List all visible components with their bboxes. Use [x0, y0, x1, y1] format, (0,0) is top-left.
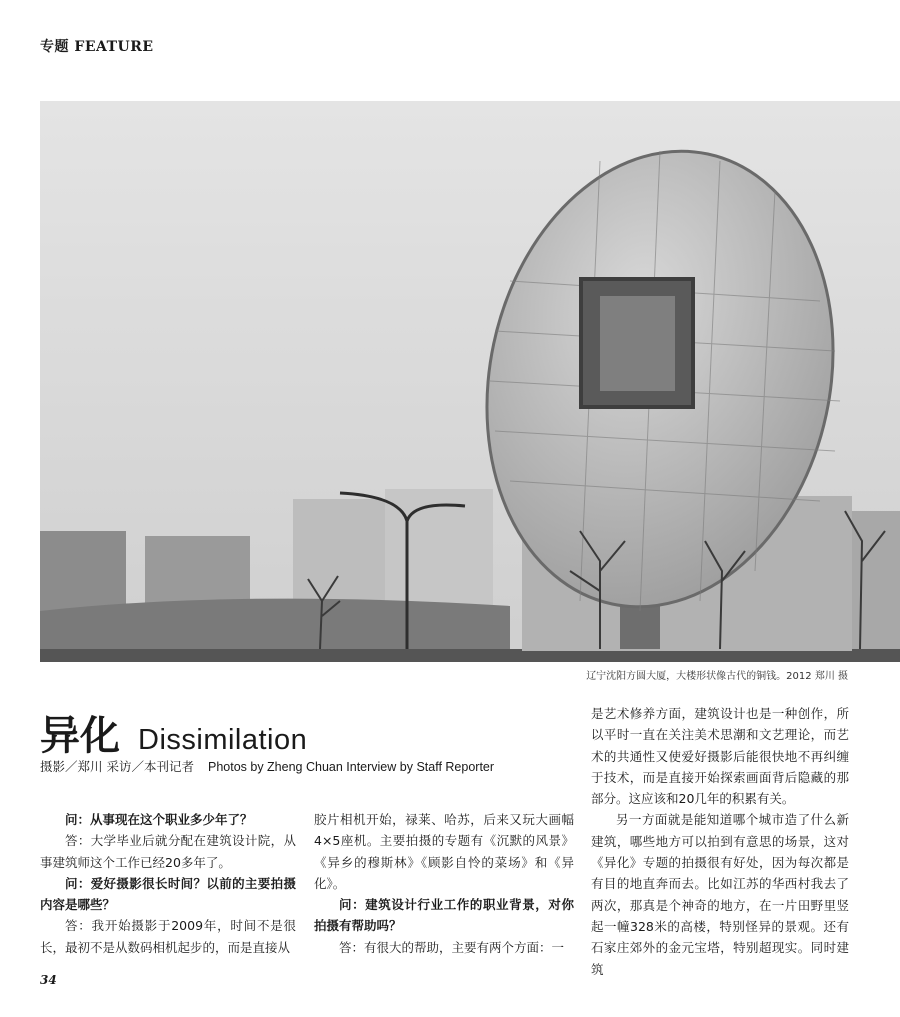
- question: 问：从事现在这个职业多少年了？: [65, 812, 253, 827]
- answer-continued: 是艺术修养方面，建筑设计也是一种创作，所以平时一直在关注美术思潮和文艺理论，而艺术的共通性又使爱好摄影后能很快地不再纠缠于技术，而是直接开始探索画面背后隐藏的那部分。这应该和20几年的积累有关。: [591, 706, 849, 807]
- text-column-1: [40, 809, 296, 958]
- answer: 答：有很大的帮助，主要有两个方面：一: [339, 939, 565, 955]
- answer: 答：大学毕业后就分配在建筑设计院，从事建筑师这个工作已经20多年了。: [40, 833, 296, 870]
- square-hole-inner: [600, 296, 675, 391]
- title-chinese: 异化: [40, 713, 120, 759]
- exhibition-hall: [40, 599, 510, 649]
- byline-english: Photos by Zheng Chuan Interview by Staff Reporter: [207, 760, 495, 774]
- building-photo: [40, 101, 900, 662]
- section-label: 专题 FEATURE: [40, 39, 154, 55]
- page-number: 34: [40, 973, 57, 987]
- answer-paragraph: 另一方面就是能知道哪个城市造了什么新建筑，哪些地方可以拍到有意思的场景，这对《异化》专题的拍摄很有好处，因为每次都是有目的地直奔而去。比如江苏的华西村我去了两次，那真是个神奇的地方，在一片田野里竖起一幢328米的高楼，特别怪异的景观。还有石家庄郊外的金元宝塔，特别超现实。同时建筑: [591, 812, 849, 977]
- byline: [40, 757, 494, 775]
- question: 问：建筑设计行业工作的职业背景，对你拍摄有帮助吗？: [314, 897, 574, 934]
- question: 问：爱好摄影很长时间？以前的主要拍摄内容是哪些？: [40, 875, 296, 913]
- answer: 答：我开始摄影于2009年，时间不是很长，最初不是从数码相机起步的，而是直接从: [40, 918, 296, 955]
- byline-chinese: 摄影／郑川 采访／本刊记者: [40, 759, 194, 774]
- title-english: Dissimilation: [138, 724, 308, 756]
- answer-continued: 胶片相机开始，禄莱、哈苏，后来又玩大画幅4×5座机。主要拍摄的专题有《沉默的风景》《异乡的穆斯林》《顾影自怜的菜场》和《异化》。: [314, 812, 574, 891]
- text-column-3: [591, 703, 849, 980]
- text-column-2: [314, 809, 574, 958]
- photo-caption: 辽宁沈阳方圆大厦，大楼形状像古代的铜钱。2012 郑川 摄: [586, 671, 848, 682]
- article-title: [40, 704, 307, 761]
- building-photo-illustration: [40, 101, 900, 662]
